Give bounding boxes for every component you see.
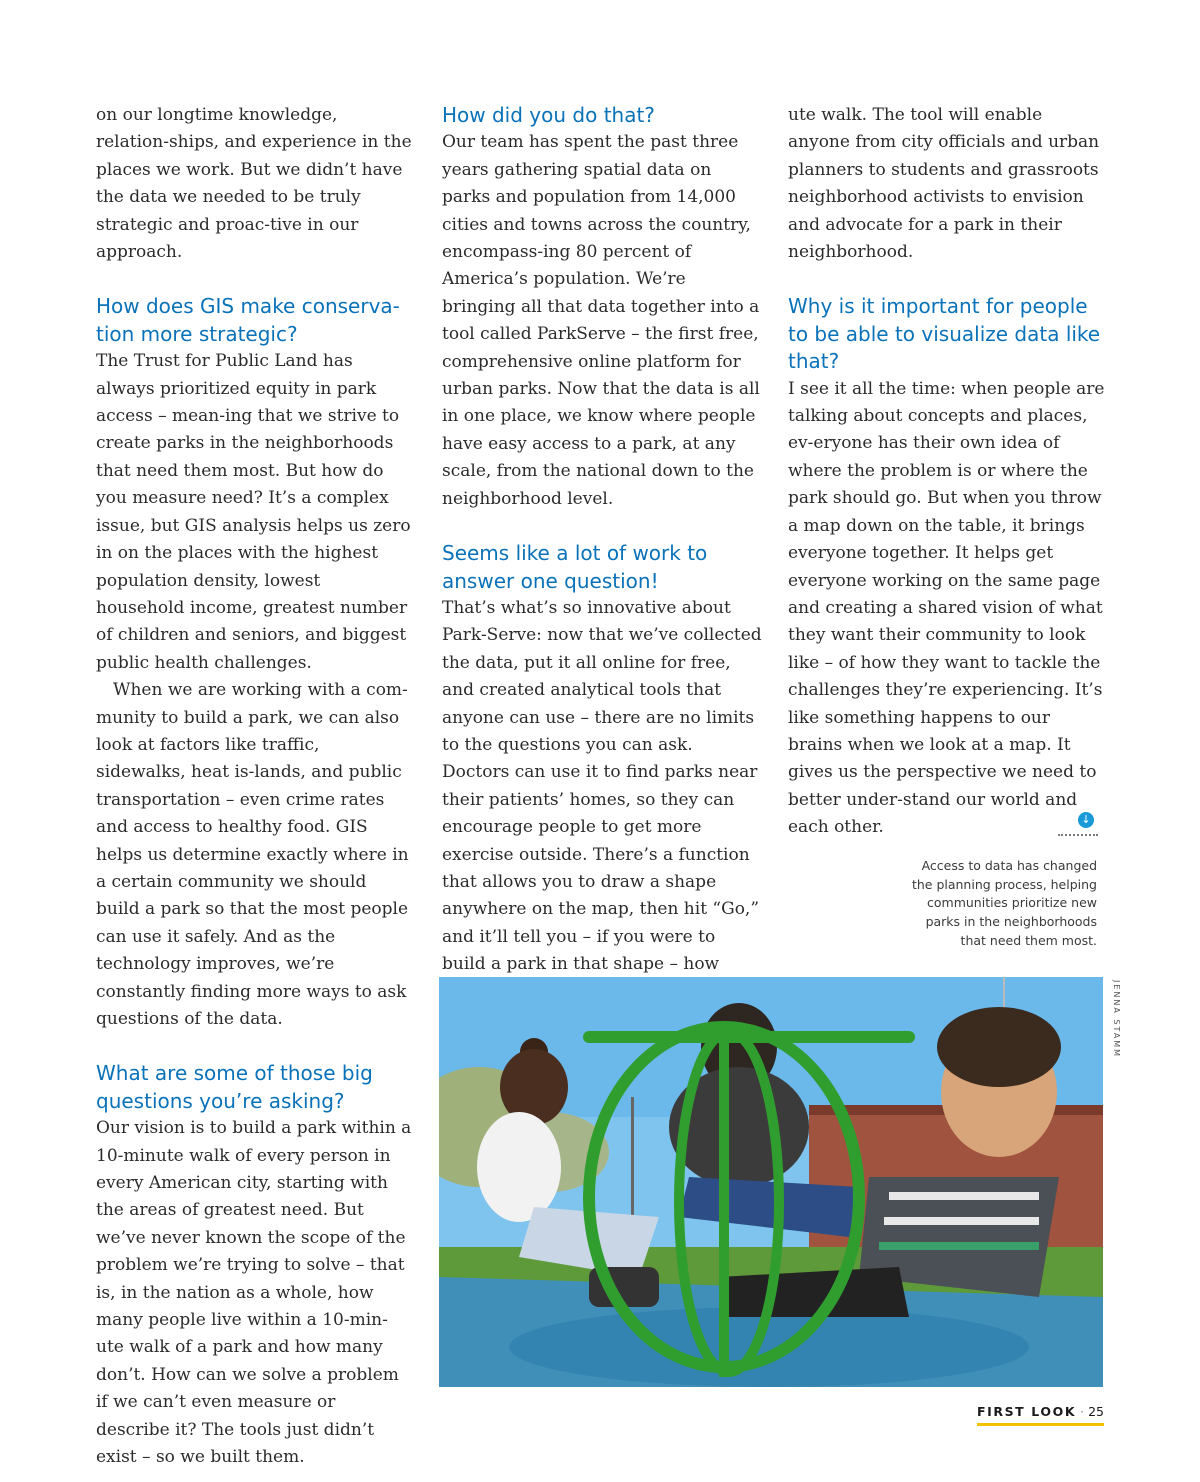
- question-heading: What are some of those big questions you’re asking?: [96, 1061, 373, 1113]
- paragraph: I see it all the time: when people are talking about concepts and places, ev-eryone has their own idea of where the problem is or where the park should go. But when you throw a map down on the table, it brings everyone together. It helps get everyone working on the same page and creating a shared vision of what they want their community to look like – of how they want to tackle the challenges they’re experiencing. It’s like something happens to our brains when we look at a map. It gives us the perspective we need to better under-stand our world and each other.: [788, 378, 1105, 838]
- arrow-down-circle-icon: ↓: [1078, 812, 1094, 828]
- paragraph: When we are working with a com-munity to build a park, we can also look at factors like traffic, sidewalks, heat is-lands, and public transportation – even crime rates and access to healthy food. GIS helps us determine exactly where in a certain community we should build a park so that the most people can use it safely. And as the technology improves, we’re constantly finding more ways to ask questions of the data.: [96, 680, 409, 1029]
- playground-photo: [439, 977, 1103, 1387]
- folio-separator: ·: [1080, 1404, 1085, 1419]
- question-heading: Seems like a lot of work to answer one question!: [442, 541, 708, 593]
- article-column-3: [788, 102, 1108, 842]
- article-column-2: [442, 102, 764, 1006]
- question-heading: Why is it important for people to be able to visualize data like that?: [788, 294, 1101, 374]
- caption-divider: [1058, 834, 1098, 836]
- page-footer: [977, 1404, 1104, 1426]
- caption-text: Access to data has changed the planning process, helping communities prioritize new parks in the neighborhoods that need them most.: [911, 858, 1097, 948]
- paragraph: on our longtime knowledge, relation-ships, and experience in the places we work. But we didn’t have the data we needed to be truly strategic and proac-tive in our approach.: [96, 105, 412, 263]
- section-label: FIRST LOOK: [976, 1404, 1077, 1419]
- article-column-1: [96, 102, 414, 1472]
- paragraph: Our team has spent the past three years gathering spatial data on parks and population from 14,000 cities and towns across the country, encompass-ing 80 percent of America’s population. We’re bringing all that data together into a tool called ParkServe – the first free, comprehensive online platform for urban parks. Now that the data is all in one place, we know where people have easy access to a park, at any scale, from the national down to the neighborhood level.: [442, 132, 760, 509]
- photo-credit: JENNA STAMM: [1112, 980, 1121, 1059]
- page-number: 25: [1088, 1404, 1104, 1419]
- paragraph: The Trust for Public Land has always prioritized equity in park access – mean-ing that we strive to create parks in the neighborhoods that need them most. But how do you measure need? It’s a complex issue, but GIS analysis helps us zero in on the places with the highest population density, lowest household income, greatest number of children and seniors, and biggest public health challenges.: [96, 351, 411, 673]
- paragraph: ute walk. The tool will enable anyone from city officials and urban planners to students and grassroots neighborhood activists to envision and advocate for a park in their neighborhood.: [788, 105, 1100, 263]
- question-heading: How does GIS make conserva-tion more strategic?: [96, 294, 400, 346]
- paragraph: Our vision is to build a park within a 10-minute walk of every person in every American city, starting with the areas of greatest need. But we’ve never known the scope of the problem we’re trying to solve – that is, in the nation as a whole, how many people live within a 10-min-ute walk of a park and how many don’t. How can we solve a problem if we can’t even measure or describe it? The tools just didn’t exist – so we built them.: [96, 1118, 412, 1468]
- question-heading: How did you do that?: [442, 103, 655, 127]
- paragraph: That’s what’s so innovative about Park-Serve: now that we’ve collected the data, put it all online for free, and created analytical tools that anyone can use – there are no limits to the questions you can ask. Doctors can use it to find parks near their patients’ homes, so they can encourage people to get more exercise outside. There’s a function that allows you to draw a shape anywhere on the map, then hit “Go,” and it’ll tell you – if you were to build a park in that shape – how: [442, 597, 762, 975]
